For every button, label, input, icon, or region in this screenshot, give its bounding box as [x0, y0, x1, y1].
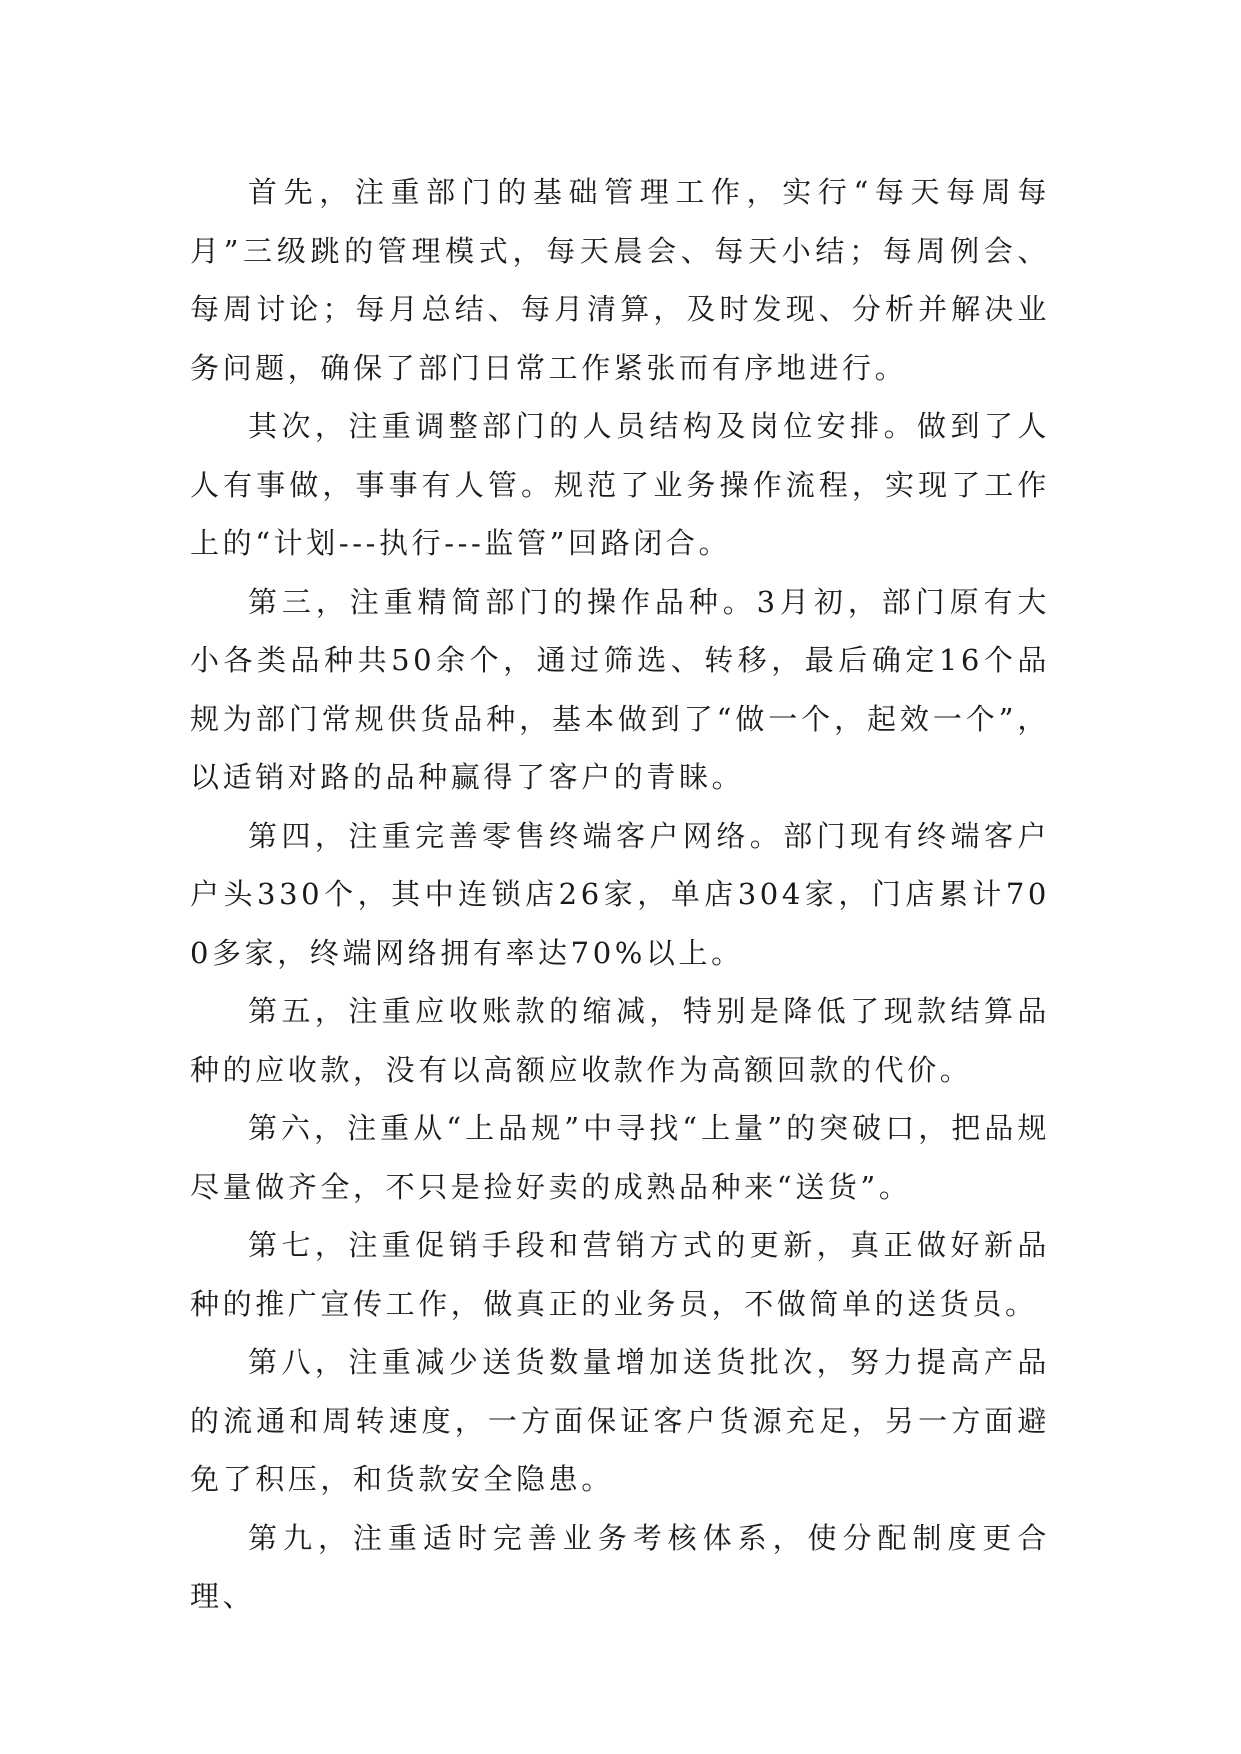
- paragraph-receivables: 第五，注重应收账款的缩减，特别是降低了现款结算品种的应收款，没有以高额应收款作为高额回款的代价。: [190, 994, 1050, 1087]
- paragraph-product-streamlining: 第三，注重精简部门的操作品种。3月初，部门原有大小各类品种共50余个，通过筛选、转移，最后确定16个品规为部门常规供货品种，基本做到了“做一个，起效一个”，以适销对路的品种赢得了客户的青睐。: [190, 584, 1050, 794]
- paragraph-delivery: 第八，注重减少送货数量增加送货批次，努力提高产品的流通和周转速度，一方面保证客户货源充足，另一方面避免了积压，和货款安全隐患。: [190, 1345, 1050, 1496]
- paragraph-retail-network: 第四，注重完善零售终端客户网络。部门现有终端客户户头330个，其中连锁店26家，单店304家，门店累计700多家，终端网络拥有率达70%以上。: [190, 818, 1050, 970]
- document-body: [190, 163, 1050, 1626]
- paragraph-assessment: 第九，注重适时完善业务考核体系，使分配制度更合理、: [190, 1520, 1050, 1613]
- paragraph-staff-structure: 其次，注重调整部门的人员结构及岗位安排。做到了人人有事做，事事有人管。规范了业务操作流程，实现了工作上的“计划---执行---监管”回路闭合。: [190, 409, 1050, 560]
- paragraph-promotion: 第七，注重促销手段和营销方式的更新，真正做好新品种的推广宣传工作，做真正的业务员，不做简单的送货员。: [190, 1228, 1050, 1321]
- paragraph-product-range: 第六，注重从“上品规”中寻找“上量”的突破口，把品规尽量做齐全，不只是捡好卖的成熟品种来“送货”。: [190, 1111, 1050, 1204]
- paragraph-management-basics: 首先，注重部门的基础管理工作，实行“每天每周每月”三级跳的管理模式，每天晨会、每天小结；每周例会、每周讨论；每月总结、每月清算，及时发现、分析并解决业务问题，确保了部门日常工作紧张而有序地进行。: [190, 175, 1050, 385]
